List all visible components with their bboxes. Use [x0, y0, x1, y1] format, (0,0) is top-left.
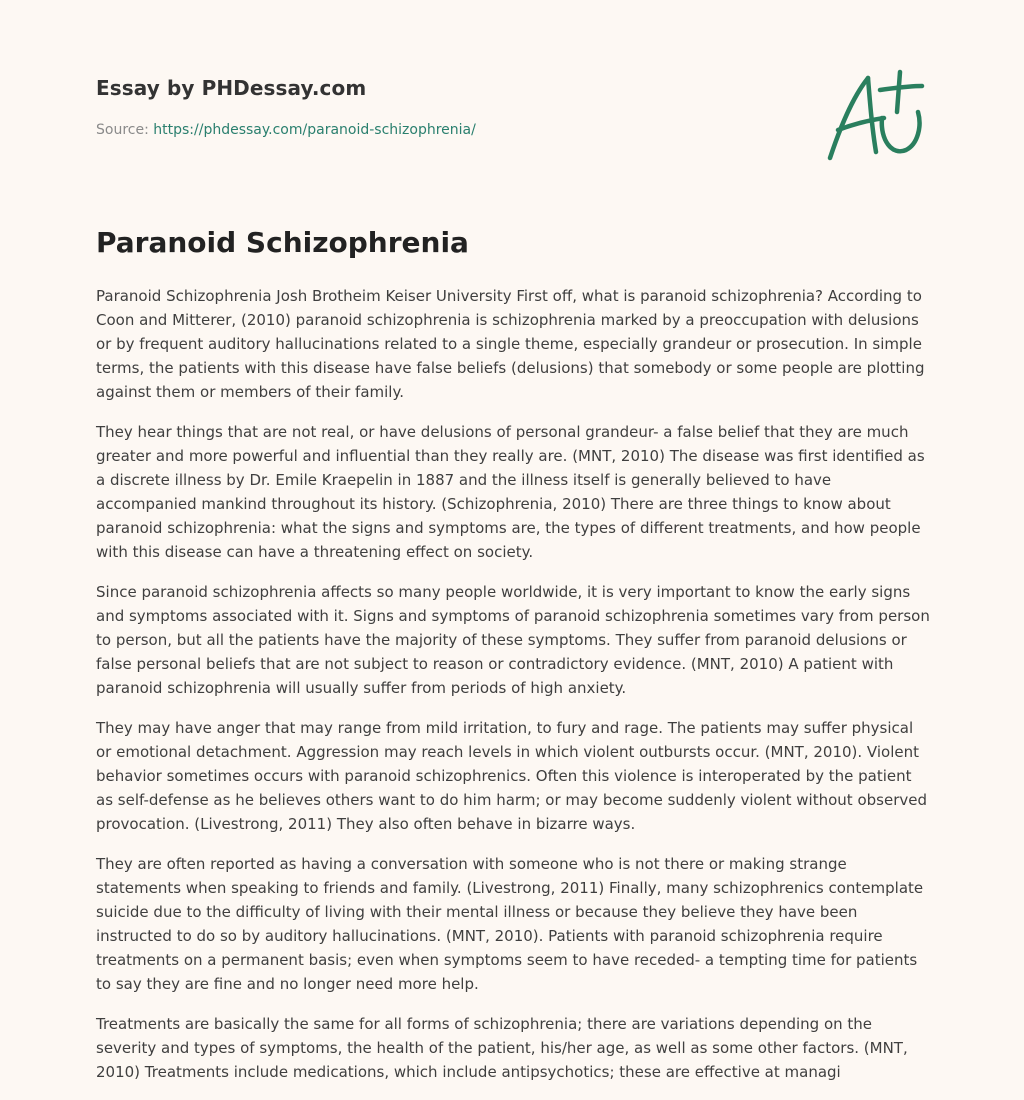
site-brand: Essay by PHDessay.com — [96, 76, 367, 100]
a-plus-grade-icon — [822, 68, 928, 164]
essay-title: Paranoid Schizophrenia — [96, 226, 469, 259]
source-line — [96, 122, 696, 138]
essay-paragraph: Paranoid Schizophrenia Josh Brotheim Keiser University First off, what is paranoid schizophrenia? According to Coon and Mitterer, (2010) paranoid schizophrenia is schizophrenia marked by a preoccupation with delusions or by frequent auditory hallucinations related to a single theme, especially grandeur or prosecution. In simple terms, the patients with this disease have false beliefs (delusions) that somebody or some people are plotting against them or members of their family. — [96, 287, 925, 401]
page-header — [96, 76, 696, 138]
essay-paragraph: Treatments are basically the same for all forms of schizophrenia; there are variations depending on the severity and types of symptoms, the health of the patient, his/her age, as well as some other factors. (MNT, 2010) Treatments include medications, which include antipsychotics; these are effective at managi — [96, 1015, 908, 1081]
essay-paragraph: They may have anger that may range from mild irritation, to fury and rage. The patients may suffer physical or emotional detachment. Aggression may reach levels in which violent outbursts occur. (MNT, 2010). Violent behavior sometimes occurs with paranoid schizophrenics. Often this violence is interoperated by the patient as self-defense as he believes others want to do him harm; or may become suddenly violent without observed provocation. (Livestrong, 2011) They also often behave in bizarre ways. — [96, 719, 927, 833]
source-label: Source: — [96, 122, 149, 138]
essay-body — [96, 284, 930, 1100]
essay-paragraph: Since paranoid schizophrenia affects so many people worldwide, it is very important to know the early signs and symptoms associated with it. Signs and symptoms of paranoid schizophrenia sometimes vary from person to person, but all the patients have the majority of these symptoms. They suffer from paranoid delusions or false personal beliefs that are not subject to reason or contradictory evidence. (MNT, 2010) A patient with paranoid schizophrenia will usually suffer from periods of high anxiety. — [96, 583, 930, 697]
essay-paragraph: They hear things that are not real, or have delusions of personal grandeur- a false belief that they are much greater and more powerful and influential than they really are. (MNT, 2010) The disease was first identified as a discrete illness by Dr. Emile Kraepelin in 1887 and the illness itself is generally believed to have accompanied mankind throughout its history. (Schizophrenia, 2010) There are three things to know about paranoid schizophrenia: what the signs and symptoms are, the types of different treatments, and how people with this disease can have a threatening effect on society. — [96, 423, 925, 561]
essay-paragraph: They are often reported as having a conversation with someone who is not there or making strange statements when speaking to friends and family. (Livestrong, 2011) Finally, many schizophrenics contemplate suicide due to the difficulty of living with their mental illness or because they believe they have been instructed to do so by auditory hallucinations. (MNT, 2010). Patients with paranoid schizophrenia require treatments on a permanent basis; even when symptoms seem to have receded- a tempting time for patients to say they are fine and no longer need more help. — [96, 855, 924, 993]
source-link[interactable]: https://phdessay.com/paranoid-schizophrenia/ — [153, 122, 476, 138]
